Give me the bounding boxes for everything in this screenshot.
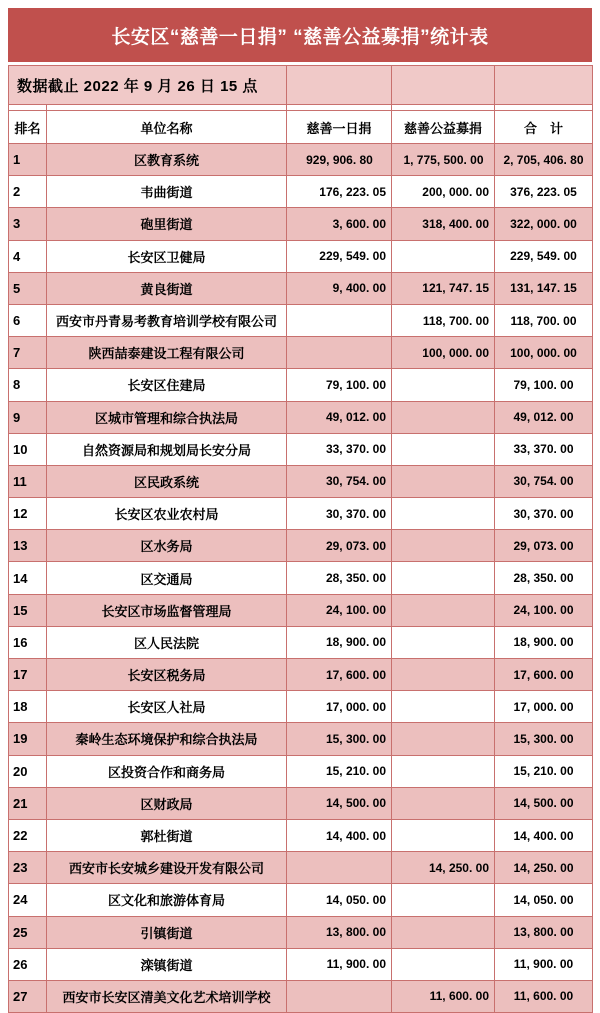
public-fundraise-cell: 200, 000. 00 — [392, 176, 495, 208]
table-row — [9, 530, 593, 562]
rank-cell: 12 — [9, 498, 47, 530]
empty-cell — [287, 66, 392, 105]
rank-cell: 3 — [9, 208, 47, 240]
total-cell: 15, 300. 00 — [495, 723, 593, 755]
unit-name-cell: 长安区卫健局 — [47, 240, 287, 272]
rank-cell: 15 — [9, 594, 47, 626]
unit-name-cell: 区投资合作和商务局 — [47, 755, 287, 787]
public-fundraise-cell — [392, 723, 495, 755]
public-fundraise-cell — [392, 916, 495, 948]
unit-name-cell: 自然资源局和规划局长安分局 — [47, 433, 287, 465]
public-fundraise-cell — [392, 594, 495, 626]
total-cell: 229, 549. 00 — [495, 240, 593, 272]
public-fundraise-cell — [392, 401, 495, 433]
unit-name-cell: 区民政系统 — [47, 465, 287, 497]
unit-name-cell: 长安区市场监督管理局 — [47, 594, 287, 626]
unit-name-cell: 区水务局 — [47, 530, 287, 562]
public-fundraise-cell — [392, 530, 495, 562]
unit-name-cell: 西安市长安城乡建设开发有限公司 — [47, 852, 287, 884]
one-day-donation-cell: 24, 100. 00 — [287, 594, 392, 626]
unit-name-cell: 长安区住建局 — [47, 369, 287, 401]
one-day-donation-cell: 33, 370. 00 — [287, 433, 392, 465]
rank-cell: 23 — [9, 852, 47, 884]
table-row — [9, 562, 593, 594]
rank-cell: 21 — [9, 787, 47, 819]
table-row — [9, 465, 593, 497]
rank-cell: 5 — [9, 272, 47, 304]
header-row — [9, 111, 593, 144]
column-header-rank: 排名 — [9, 111, 47, 144]
public-fundraise-cell — [392, 465, 495, 497]
rank-cell: 18 — [9, 691, 47, 723]
total-cell: 30, 754. 00 — [495, 465, 593, 497]
one-day-donation-cell: 17, 000. 00 — [287, 691, 392, 723]
total-cell: 17, 000. 00 — [495, 691, 593, 723]
unit-name-cell: 引镇街道 — [47, 916, 287, 948]
total-cell: 28, 350. 00 — [495, 562, 593, 594]
unit-name-cell: 郭杜街道 — [47, 819, 287, 851]
total-cell: 30, 370. 00 — [495, 498, 593, 530]
rank-cell: 6 — [9, 304, 47, 336]
public-fundraise-cell: 1, 775, 500. 00 — [392, 144, 495, 176]
unit-name-cell: 区交通局 — [47, 562, 287, 594]
table-row — [9, 884, 593, 916]
unit-name-cell: 区城市管理和综合执法局 — [47, 401, 287, 433]
subtitle-row-table — [8, 65, 593, 105]
total-cell: 14, 050. 00 — [495, 884, 593, 916]
public-fundraise-cell: 118, 700. 00 — [392, 304, 495, 336]
one-day-donation-cell: 79, 100. 00 — [287, 369, 392, 401]
table-row — [9, 498, 593, 530]
unit-name-cell: 秦岭生态环境保护和综合执法局 — [47, 723, 287, 755]
rank-cell: 2 — [9, 176, 47, 208]
one-day-donation-cell: 30, 754. 00 — [287, 465, 392, 497]
table-row — [9, 369, 593, 401]
total-cell: 14, 400. 00 — [495, 819, 593, 851]
unit-name-cell: 陕西喆泰建设工程有限公司 — [47, 337, 287, 369]
unit-name-cell: 黄良街道 — [47, 272, 287, 304]
public-fundraise-cell — [392, 562, 495, 594]
public-fundraise-cell — [392, 819, 495, 851]
table-body — [9, 144, 593, 1013]
table-row — [9, 916, 593, 948]
table-row — [9, 755, 593, 787]
table-row — [9, 272, 593, 304]
total-cell: 17, 600. 00 — [495, 659, 593, 691]
empty-cell — [392, 66, 495, 105]
one-day-donation-cell — [287, 852, 392, 884]
one-day-donation-cell: 229, 549. 00 — [287, 240, 392, 272]
rank-cell: 9 — [9, 401, 47, 433]
one-day-donation-cell: 28, 350. 00 — [287, 562, 392, 594]
public-fundraise-cell — [392, 626, 495, 658]
public-fundraise-cell: 121, 747. 15 — [392, 272, 495, 304]
rank-cell: 20 — [9, 755, 47, 787]
column-header-total: 合 计 — [495, 111, 593, 144]
one-day-donation-cell: 17, 600. 00 — [287, 659, 392, 691]
total-cell: 14, 250. 00 — [495, 852, 593, 884]
total-cell: 49, 012. 00 — [495, 401, 593, 433]
table-row — [9, 208, 593, 240]
table-row — [9, 240, 593, 272]
rank-cell: 16 — [9, 626, 47, 658]
rank-cell: 25 — [9, 916, 47, 948]
subtitle-row — [9, 66, 593, 105]
total-cell: 100, 000. 00 — [495, 337, 593, 369]
table-row — [9, 594, 593, 626]
one-day-donation-cell: 14, 400. 00 — [287, 819, 392, 851]
unit-name-cell: 长安区农业农村局 — [47, 498, 287, 530]
one-day-donation-cell: 3, 600. 00 — [287, 208, 392, 240]
one-day-donation-cell: 929, 906. 80 — [287, 144, 392, 176]
public-fundraise-cell — [392, 433, 495, 465]
one-day-donation-cell: 176, 223. 05 — [287, 176, 392, 208]
one-day-donation-cell — [287, 337, 392, 369]
table-row — [9, 304, 593, 336]
table-row — [9, 723, 593, 755]
total-cell: 2, 705, 406. 80 — [495, 144, 593, 176]
data-cutoff-note: 数据截止 2022 年 9 月 26 日 15 点 — [9, 66, 287, 105]
total-cell: 33, 370. 00 — [495, 433, 593, 465]
rank-cell: 13 — [9, 530, 47, 562]
unit-name-cell: 西安市丹青易考教育培训学校有限公司 — [47, 304, 287, 336]
column-header-unit-name: 单位名称 — [47, 111, 287, 144]
table-row — [9, 852, 593, 884]
statistics-sheet — [8, 8, 592, 1013]
rank-cell: 27 — [9, 980, 47, 1012]
public-fundraise-cell — [392, 498, 495, 530]
unit-name-cell: 砲里街道 — [47, 208, 287, 240]
one-day-donation-cell: 15, 300. 00 — [287, 723, 392, 755]
total-cell: 13, 800. 00 — [495, 916, 593, 948]
table-row — [9, 337, 593, 369]
total-cell: 24, 100. 00 — [495, 594, 593, 626]
table-row — [9, 176, 593, 208]
column-header-one-day-donation: 慈善一日捐 — [287, 111, 392, 144]
total-cell: 322, 000. 00 — [495, 208, 593, 240]
public-fundraise-cell — [392, 755, 495, 787]
rank-cell: 24 — [9, 884, 47, 916]
one-day-donation-cell: 14, 050. 00 — [287, 884, 392, 916]
total-cell: 376, 223. 05 — [495, 176, 593, 208]
rank-cell: 26 — [9, 948, 47, 980]
one-day-donation-cell — [287, 304, 392, 336]
rank-cell: 17 — [9, 659, 47, 691]
unit-name-cell: 长安区人社局 — [47, 691, 287, 723]
public-fundraise-cell — [392, 240, 495, 272]
rank-cell: 10 — [9, 433, 47, 465]
unit-name-cell: 区教育系统 — [47, 144, 287, 176]
public-fundraise-cell — [392, 884, 495, 916]
total-cell: 18, 900. 00 — [495, 626, 593, 658]
empty-cell — [495, 66, 593, 105]
public-fundraise-cell: 318, 400. 00 — [392, 208, 495, 240]
rank-cell: 11 — [9, 465, 47, 497]
one-day-donation-cell: 9, 400. 00 — [287, 272, 392, 304]
rank-cell: 8 — [9, 369, 47, 401]
unit-name-cell: 长安区税务局 — [47, 659, 287, 691]
public-fundraise-cell — [392, 691, 495, 723]
public-fundraise-cell — [392, 659, 495, 691]
unit-name-cell: 西安市长安区清美文化艺术培训学校 — [47, 980, 287, 1012]
donation-table — [8, 110, 593, 1013]
total-cell: 118, 700. 00 — [495, 304, 593, 336]
one-day-donation-cell — [287, 980, 392, 1012]
one-day-donation-cell: 18, 900. 00 — [287, 626, 392, 658]
public-fundraise-cell — [392, 948, 495, 980]
table-row — [9, 948, 593, 980]
public-fundraise-cell: 100, 000. 00 — [392, 337, 495, 369]
total-cell: 29, 073. 00 — [495, 530, 593, 562]
one-day-donation-cell: 30, 370. 00 — [287, 498, 392, 530]
table-row — [9, 980, 593, 1012]
rank-cell: 7 — [9, 337, 47, 369]
one-day-donation-cell: 15, 210. 00 — [287, 755, 392, 787]
total-cell: 79, 100. 00 — [495, 369, 593, 401]
column-header-public-fundraise: 慈善公益募捐 — [392, 111, 495, 144]
unit-name-cell: 区文化和旅游体育局 — [47, 884, 287, 916]
table-row — [9, 787, 593, 819]
unit-name-cell: 区财政局 — [47, 787, 287, 819]
one-day-donation-cell: 49, 012. 00 — [287, 401, 392, 433]
page-title: 长安区“慈善一日捐” “慈善公益募捐”统计表 — [8, 8, 592, 62]
table-row — [9, 433, 593, 465]
total-cell: 15, 210. 00 — [495, 755, 593, 787]
one-day-donation-cell: 13, 800. 00 — [287, 916, 392, 948]
rank-cell: 1 — [9, 144, 47, 176]
total-cell: 11, 600. 00 — [495, 980, 593, 1012]
one-day-donation-cell: 11, 900. 00 — [287, 948, 392, 980]
rank-cell: 14 — [9, 562, 47, 594]
public-fundraise-cell — [392, 787, 495, 819]
rank-cell: 19 — [9, 723, 47, 755]
rank-cell: 22 — [9, 819, 47, 851]
one-day-donation-cell: 29, 073. 00 — [287, 530, 392, 562]
table-row — [9, 144, 593, 176]
public-fundraise-cell — [392, 369, 495, 401]
public-fundraise-cell: 11, 600. 00 — [392, 980, 495, 1012]
table-row — [9, 401, 593, 433]
public-fundraise-cell: 14, 250. 00 — [392, 852, 495, 884]
one-day-donation-cell: 14, 500. 00 — [287, 787, 392, 819]
unit-name-cell: 区人民法院 — [47, 626, 287, 658]
total-cell: 11, 900. 00 — [495, 948, 593, 980]
rank-cell: 4 — [9, 240, 47, 272]
table-row — [9, 819, 593, 851]
table-row — [9, 691, 593, 723]
table-row — [9, 626, 593, 658]
unit-name-cell: 韦曲街道 — [47, 176, 287, 208]
total-cell: 131, 147. 15 — [495, 272, 593, 304]
table-row — [9, 659, 593, 691]
unit-name-cell: 滦镇街道 — [47, 948, 287, 980]
total-cell: 14, 500. 00 — [495, 787, 593, 819]
